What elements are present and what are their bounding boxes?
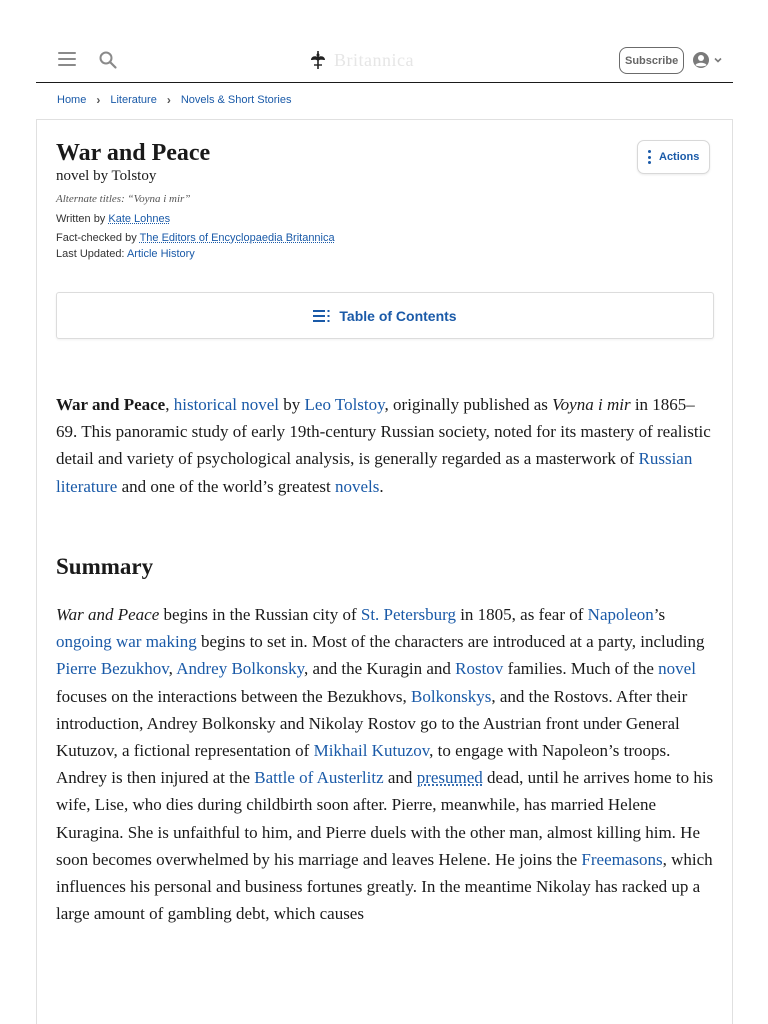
link-mikhail-kutuzov[interactable]: Mikhail Kutuzov: [313, 741, 430, 761]
last-updated: [56, 248, 195, 260]
fact-checked-label: Fact-checked by: [56, 232, 137, 244]
actions-label: Actions: [659, 151, 700, 163]
link-andrey-bolkonsky[interactable]: Andrey Bolkonsky: [176, 659, 305, 679]
summary-text: focuses on the interactions between the Bezukhovs,: [56, 686, 412, 706]
intro-text: in 1865–69. This panoramic study of early 19th-century Russian society, noted for its mastery of realistic detail and variety of psychological analysis, is generally regarded as a masterwork of: [56, 395, 711, 469]
summary-text: , which influences his personal and business fortunes greatly. In the meantime Nikolay has racked up a large amount of gambling debt, which causes: [56, 849, 713, 924]
summary-text: ,: [168, 659, 177, 679]
summary-text: dead, until he arrives home to his wife, Lise, who dies during childbirth soon after. Pierre, meanwhile, has married Helene Kuragina. She is unfaithful to him, and Pierre duels with the other man, almost killing him. He soon becomes overwhelmed by his marriage and leaves Helene. He joins the: [56, 768, 714, 869]
breadcrumb-novels[interactable]: Novels & Short Stories: [180, 94, 292, 106]
breadcrumb-literature[interactable]: Literature: [110, 94, 157, 106]
breadcrumb: [57, 93, 291, 107]
alternate-titles: Alternate titles: “Voyna i mir”: [56, 193, 191, 205]
intro-text: .: [379, 476, 384, 496]
account-circle-icon: [692, 51, 710, 69]
intro-text: by: [279, 395, 305, 414]
breadcrumb-home[interactable]: Home: [57, 94, 87, 106]
intro-bold-title: War and Peace: [56, 395, 166, 414]
link-russian-literature[interactable]: Russian literature: [56, 449, 693, 496]
summary-paragraph: [56, 601, 716, 927]
hamburger-menu-icon[interactable]: [58, 52, 76, 66]
link-battle-of-austerlitz[interactable]: Battle of Austerlitz: [254, 768, 384, 788]
link-rostov[interactable]: Rostov: [455, 659, 504, 679]
thistle-logo-icon: [308, 49, 328, 71]
intro-text: and one of the world’s greatest: [117, 476, 335, 496]
table-of-contents-button[interactable]: [56, 292, 714, 339]
article-card: [36, 119, 733, 1024]
chevron-right-icon: ›: [96, 93, 101, 107]
link-novels[interactable]: novels: [335, 476, 380, 496]
intro-paragraph: [56, 391, 716, 500]
search-icon[interactable]: [98, 50, 118, 70]
summary-italic-title: War and Peace: [56, 605, 160, 624]
summary-text: and: [383, 768, 417, 788]
list-icon: [313, 310, 331, 322]
intro-italic-title: Voyna i mir: [552, 395, 631, 414]
link-pierre-bezukhov[interactable]: Pierre Bezukhov: [56, 659, 169, 679]
site-logo-text: Britannica: [334, 49, 414, 70]
written-by: [56, 213, 170, 225]
site-header: [36, 38, 733, 83]
summary-heading: Summary: [56, 554, 154, 579]
link-historical-novel[interactable]: historical novel: [173, 395, 280, 414]
fact-checked-by: [56, 232, 335, 244]
link-napoleon[interactable]: Napoleon: [587, 605, 654, 624]
intro-text: , originally published as: [384, 395, 553, 414]
link-freemasons[interactable]: Freemasons: [581, 849, 663, 869]
link-st-petersburg[interactable]: St. Petersburg: [360, 605, 456, 624]
link-ongoing-war-making[interactable]: ongoing war making: [56, 632, 197, 652]
intro-text: ,: [165, 395, 174, 414]
chevron-right-icon: ›: [166, 93, 171, 107]
link-bolkonskys[interactable]: Bolkonskys: [411, 686, 492, 706]
summary-text: families. Much of the: [503, 659, 659, 679]
summary-text: , and the Rostovs. After their introduction, Andrey Bolkonsky and Nikolay Rostov go to the Austrian front under General Kutuzov, a fictional representation of: [56, 686, 688, 761]
summary-text: begins in the Russian city of: [159, 605, 361, 624]
link-leo-tolstoy[interactable]: Leo Tolstoy: [304, 395, 385, 414]
subscribe-button[interactable]: Subscribe: [619, 47, 684, 74]
link-novel[interactable]: novel: [658, 659, 696, 679]
article-history-link[interactable]: Article History: [126, 248, 195, 260]
chevron-down-icon: [713, 55, 723, 65]
account-menu[interactable]: [692, 51, 723, 69]
site-logo[interactable]: [308, 49, 414, 71]
summary-text: in 1805, as fear of: [455, 605, 588, 624]
kebab-menu-icon: [648, 150, 652, 164]
link-presumed[interactable]: presumed: [416, 768, 483, 788]
summary-text: begins to set in. Most of the characters are introduced at a party, including: [196, 632, 705, 652]
actions-button[interactable]: [637, 140, 710, 174]
page-subtitle: novel by Tolstoy: [56, 168, 157, 184]
last-updated-label: Last Updated:: [56, 248, 125, 260]
fact-checker-link[interactable]: The Editors of Encyclopaedia Britannica: [139, 232, 335, 244]
summary-text: , to engage with Napoleon’s troops. Andrey is then injured at the: [56, 741, 671, 788]
page-title: War and Peace: [56, 140, 211, 166]
summary-text: ’s: [653, 605, 666, 624]
table-of-contents-label: Table of Contents: [339, 307, 457, 324]
author-link[interactable]: Kate Lohnes: [108, 213, 171, 225]
summary-text: , and the Kuragin and: [304, 659, 456, 679]
written-by-label: Written by: [56, 213, 106, 225]
